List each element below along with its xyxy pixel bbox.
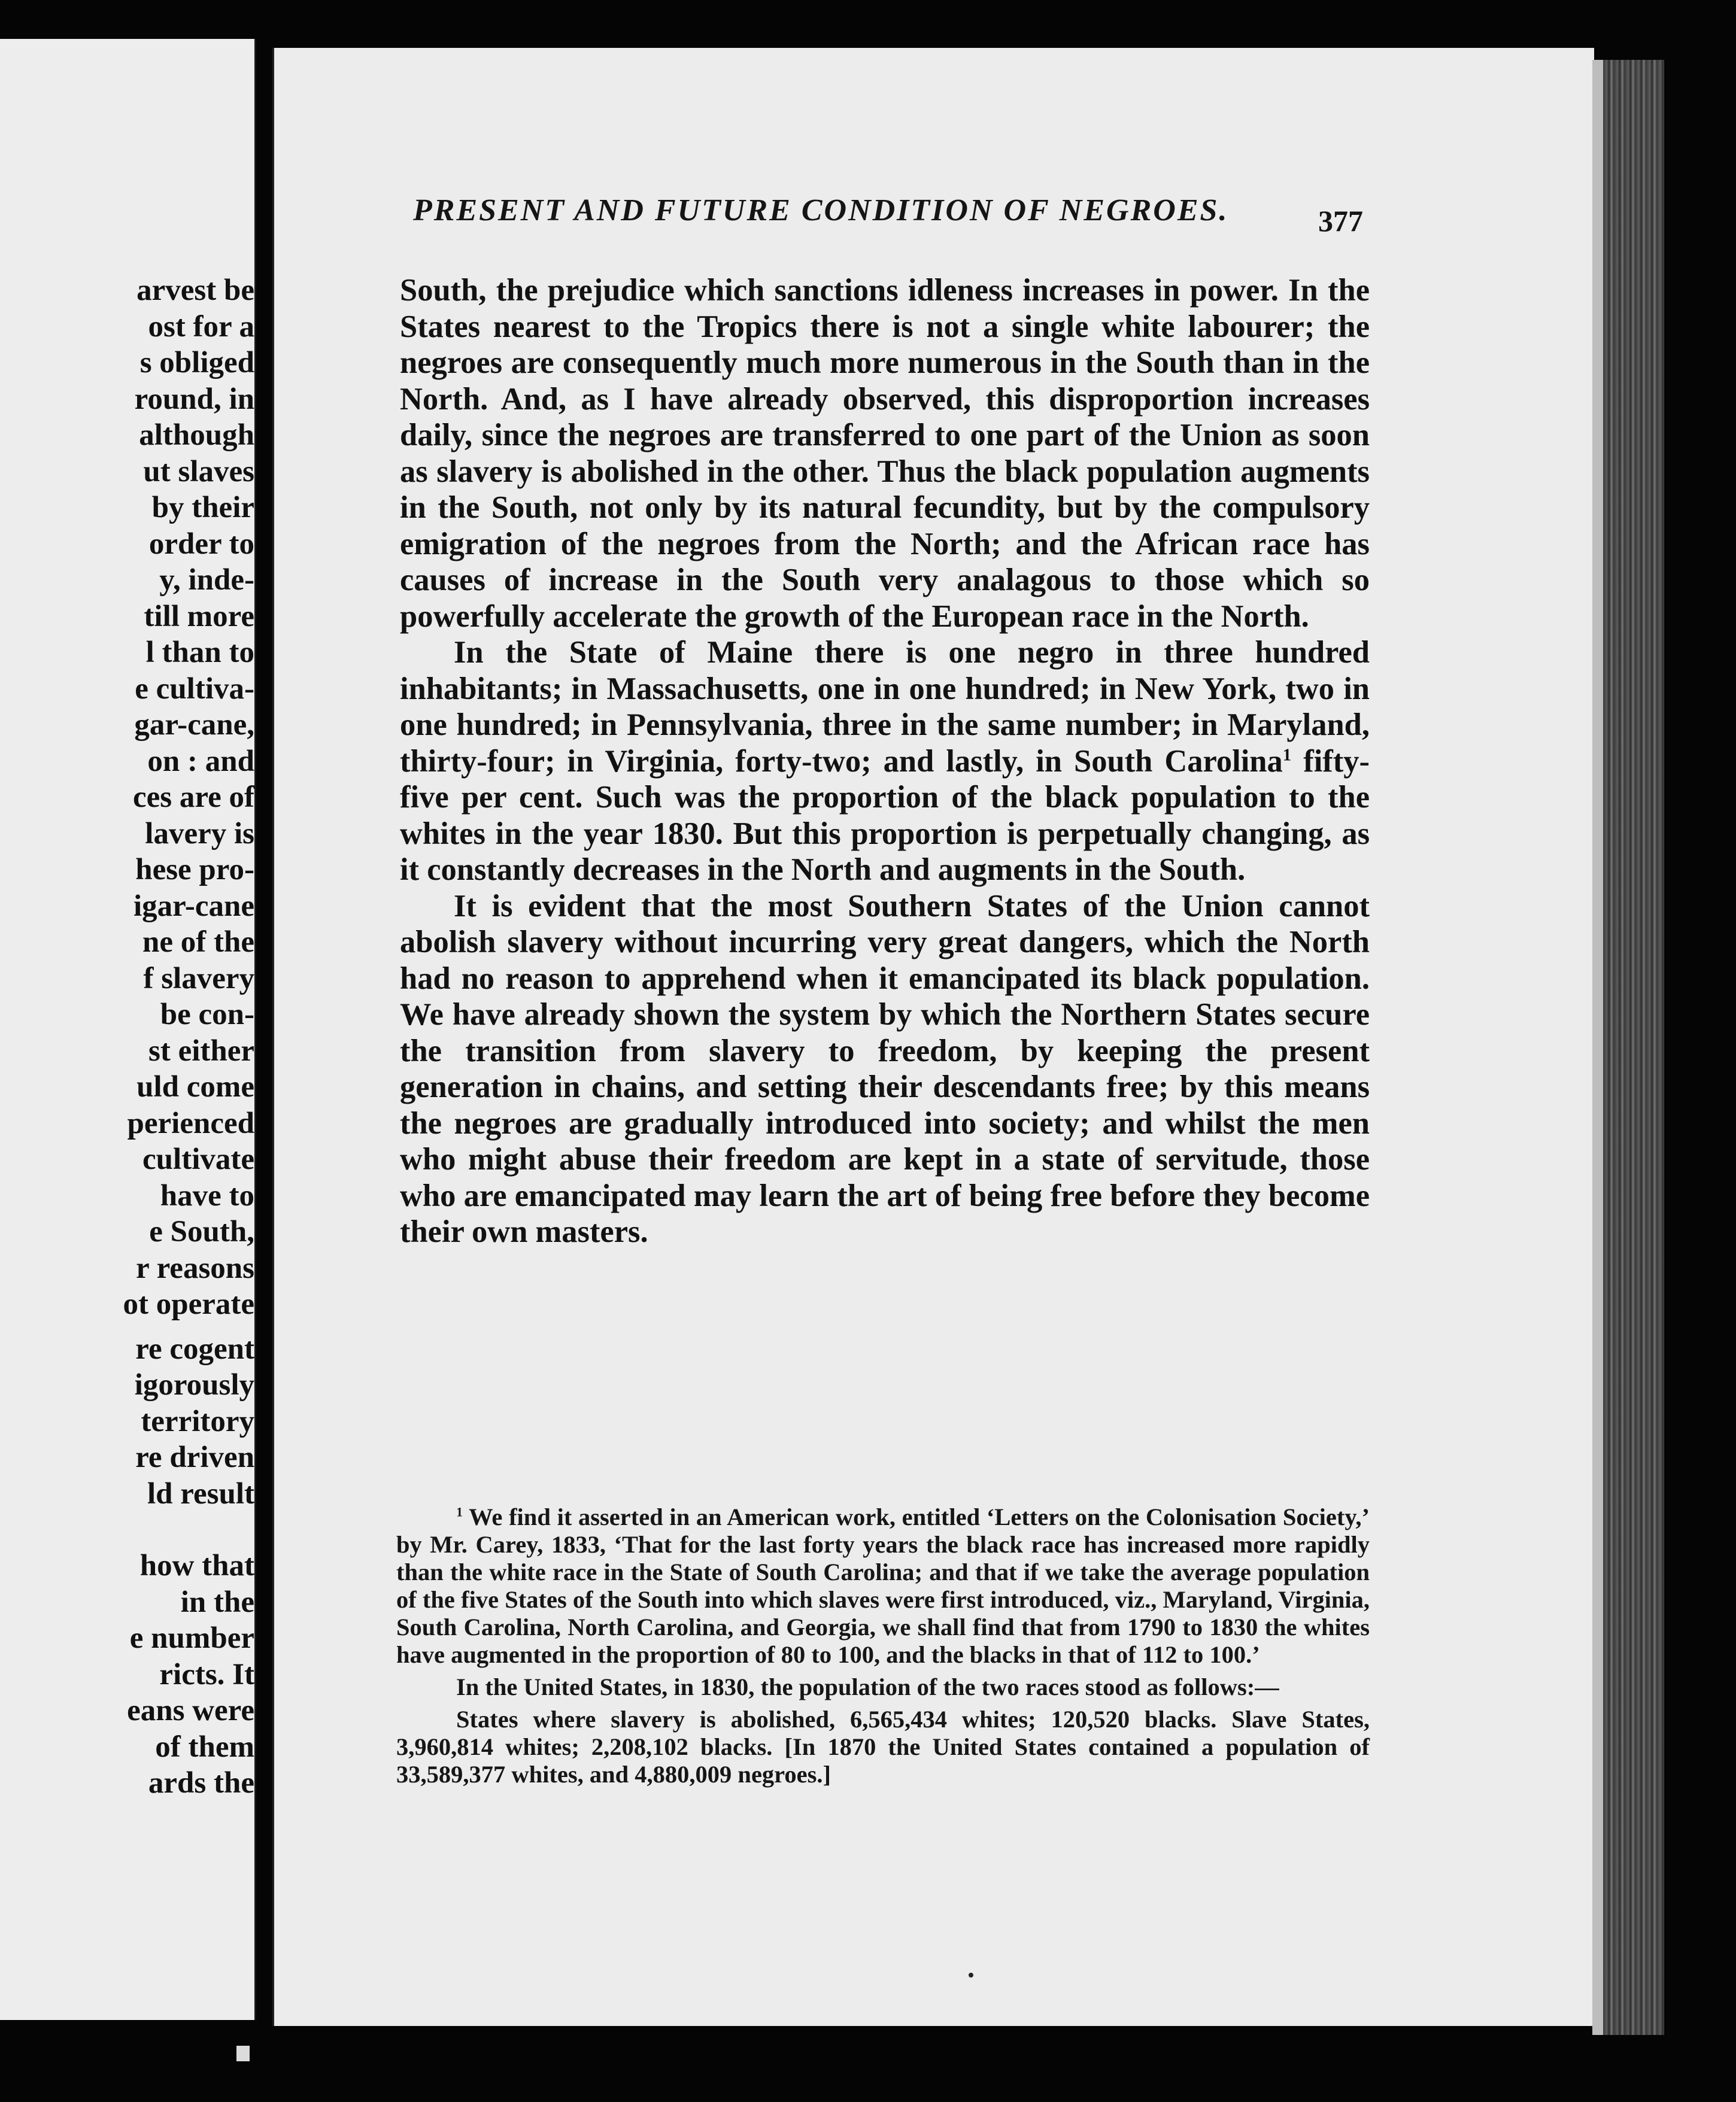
footnote-2: In the United States, in 1830, the population of the two races stood as follows:— bbox=[456, 1673, 1279, 1700]
facing-page-line: s obliged bbox=[139, 346, 254, 379]
facing-page-line: ost for a bbox=[148, 309, 254, 344]
facing-page-line: ne of the bbox=[142, 925, 254, 959]
facing-page-line: re cogent bbox=[135, 1332, 254, 1366]
body-text bbox=[400, 272, 1370, 1250]
facing-page-line: e cultiva- bbox=[135, 672, 254, 706]
facing-page-line: have to bbox=[160, 1178, 254, 1213]
facing-page-line: ut slaves bbox=[143, 454, 254, 488]
facing-page-line: eans were bbox=[127, 1694, 254, 1727]
footnote-reference-1: 1 bbox=[1282, 745, 1292, 764]
facing-page-line: how that bbox=[139, 1549, 254, 1582]
facing-page-line: by their bbox=[151, 491, 254, 524]
page-edges bbox=[1592, 60, 1664, 2035]
facing-page-line: igorously bbox=[134, 1368, 254, 1402]
footnote-1 bbox=[396, 1503, 1370, 1669]
facing-page-line: lavery is bbox=[145, 816, 254, 850]
facing-page-line: f slavery bbox=[143, 961, 254, 995]
facing-page-line: arvest be bbox=[136, 274, 254, 307]
facing-page-line: y, inde- bbox=[159, 563, 254, 597]
facing-page-line: although bbox=[139, 418, 254, 452]
facing-page-line: e number bbox=[129, 1621, 254, 1655]
page-edge-highlight bbox=[1592, 60, 1603, 2035]
footnote-1-marker: 1 bbox=[456, 1504, 463, 1520]
facing-page-line: round, in bbox=[134, 382, 254, 416]
facing-page-line: e South, bbox=[149, 1215, 254, 1249]
paragraph-2-text-a: In the State of Maine there is one negro in three hundred inhabitants; in Massachusetts, one in one hundred; in New York, two in one hundred; in Pennsylvania, three in the same number; in Maryland, thirty-four; in Virginia, forty-two; and lastly, in South Carolina bbox=[400, 635, 1370, 779]
facing-page-line: cultivate bbox=[142, 1143, 254, 1176]
facing-page-line: gar-cane, bbox=[134, 708, 254, 742]
paragraph-3: It is evident that the most Southern States of the Union cannot abolish slavery without incurring very great dangers, which the North had no reason to apprehend when it emancipated its black population. We have already shown the system by which the Northern States secure the transition from slavery to freedom, by keeping the present generation in chains, and setting their descendants free; by this means the negroes are gradually introduced into society; and whilst the men who might abuse their freedom are kept in a state of servitude, those who are emancipated may learn the art of being free before they become their own masters. bbox=[400, 888, 1370, 1249]
facing-page-line: r reasons bbox=[136, 1251, 254, 1285]
print-speck bbox=[969, 1973, 973, 1978]
facing-page-line: perienced bbox=[127, 1106, 254, 1140]
facing-page-left bbox=[0, 39, 256, 2020]
facing-page-line: re driven bbox=[135, 1441, 254, 1474]
facing-page-line: in the bbox=[180, 1585, 254, 1619]
facing-page-line: ards the bbox=[148, 1766, 254, 1800]
scan-artifact bbox=[236, 2046, 250, 2061]
facing-page-line: ot operate bbox=[123, 1287, 254, 1321]
facing-page-line: st either bbox=[148, 1034, 254, 1068]
footnote-1-text: We find it asserted in an American work, entitled ‘Letters on the Colonisation Society,’ by Mr. Carey, 1833, ‘That for the last forty years the black race has increased more rapidly than the white race in the State of South Carolina; and that if we take the average population of the five States of the South into which slaves were first introduced, viz., Maryland, Virginia, South Carolina, North Carolina, and Georgia, we shall find that from 1790 to 1830 the whites have augmented in the proportion of 80 to 100, and the blacks in that of 112 to 100.’ bbox=[396, 1503, 1370, 1668]
footnote-3: States where slavery is abolished, 6,565,434 whites; 120,520 blacks. Slave States, 3,960,814 whites; 2,208,102 blacks. [In 1870 the United States contained a population of 33,589,377 whites, and 4,880,009 negroes.] bbox=[396, 1706, 1370, 1788]
facing-page-line: ld result bbox=[147, 1477, 254, 1511]
paragraph-2 bbox=[400, 634, 1370, 888]
facing-page-line: be con- bbox=[160, 998, 254, 1031]
facing-page-line: on : and bbox=[147, 744, 254, 778]
facing-page-line: uld come bbox=[136, 1070, 254, 1104]
facing-page-line: ricts. It bbox=[159, 1657, 254, 1691]
facing-page-line: hese pro- bbox=[135, 853, 254, 886]
facing-page-line: order to bbox=[148, 527, 254, 561]
facing-page-line: ces are of bbox=[133, 780, 254, 814]
facing-page-line: territory bbox=[141, 1404, 254, 1438]
footnotes bbox=[396, 1503, 1370, 1788]
facing-page-line: igar-cane bbox=[133, 889, 254, 923]
facing-page-line: of them bbox=[155, 1730, 254, 1764]
page-number: 377 bbox=[1318, 204, 1363, 238]
facing-page-text bbox=[0, 272, 254, 1802]
paragraph-2-text-b: fifty-five per cent. Such was the proportion of the black population to the whites in the year 1830. But this proportion is perpetually changing, as it constantly decreases in the North and augments in the South. bbox=[400, 743, 1370, 887]
paragraph-1: South, the prejudice which sanctions idleness increases in power. In the States nearest to the Tropics there is not a single white labourer; the negroes are consequently much more numerous in the South than in the North. And, as I have already observed, this disproportion increases daily, since the negroes are transferred to one part of the Union as soon as slavery is abolished in the other. Thus the black population augments in the South, not only by its natural fecundity, but by the compulsory emigration of the negroes from the North; and the African race has causes of increase in the South very analagous to those which so powerfully accelerate the growth of the European race in the North. bbox=[400, 273, 1370, 634]
facing-page-line: till more bbox=[144, 599, 254, 633]
running-head: PRESENT AND FUTURE CONDITION OF NEGROES. bbox=[413, 193, 1229, 227]
facing-page-line: l than to bbox=[145, 636, 254, 669]
